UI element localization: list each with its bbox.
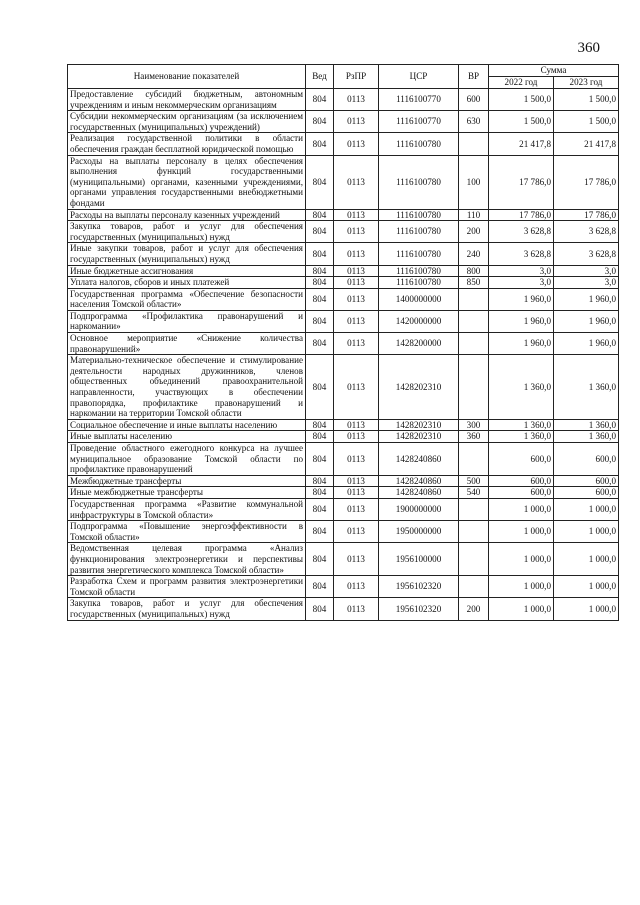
row-vr: 240 — [459, 243, 489, 265]
row-amount-2023: 1 360,0 — [554, 431, 619, 443]
row-amount-2022: 1 360,0 — [489, 431, 554, 443]
row-vr — [459, 355, 489, 420]
row-csr: 1116100780 — [379, 265, 459, 277]
row-ved: 804 — [306, 543, 334, 576]
row-rzpr: 0113 — [334, 89, 379, 111]
row-amount-2022: 1 960,0 — [489, 288, 554, 310]
table-row — [68, 576, 619, 598]
row-amount-2023: 1 360,0 — [554, 419, 619, 431]
row-amount-2023: 1 960,0 — [554, 333, 619, 355]
row-name: Ведомственная целевая программа «Анализ функционирования электроэнергетики и перспективы развития энергетического комплекса Томской области» — [68, 543, 306, 576]
table-row — [68, 155, 619, 209]
row-rzpr: 0113 — [334, 243, 379, 265]
header-sum: Сумма — [489, 65, 619, 77]
row-csr: 1956100000 — [379, 543, 459, 576]
header-vr: ВР — [459, 65, 489, 89]
row-csr: 1428200000 — [379, 333, 459, 355]
row-ved: 804 — [306, 498, 334, 520]
row-amount-2023: 1 000,0 — [554, 576, 619, 598]
row-vr — [459, 288, 489, 310]
row-csr: 1428202310 — [379, 431, 459, 443]
row-name: Иные межбюджетные трансферты — [68, 487, 306, 499]
row-vr — [459, 498, 489, 520]
row-name: Социальное обеспечение и иные выплаты населению — [68, 419, 306, 431]
row-vr — [459, 521, 489, 543]
row-ved: 804 — [306, 431, 334, 443]
row-csr: 1428240860 — [379, 475, 459, 487]
table-row — [68, 288, 619, 310]
row-csr: 1950000000 — [379, 521, 459, 543]
row-name: Подпрограмма «Повышение энергоэффективности в Томской области» — [68, 521, 306, 543]
row-name: Иные выплаты населению — [68, 431, 306, 443]
row-vr: 360 — [459, 431, 489, 443]
row-ved: 804 — [306, 277, 334, 289]
row-name: Иные бюджетные ассигнования — [68, 265, 306, 277]
row-rzpr: 0113 — [334, 288, 379, 310]
row-amount-2022: 1 960,0 — [489, 333, 554, 355]
row-amount-2023: 600,0 — [554, 475, 619, 487]
row-rzpr: 0113 — [334, 598, 379, 620]
row-name: Государственная программа «Развитие коммунальной инфраструктуры в Томской области» — [68, 498, 306, 520]
row-csr: 1900000000 — [379, 498, 459, 520]
row-csr: 1428202310 — [379, 355, 459, 420]
row-vr: 300 — [459, 419, 489, 431]
table-row — [68, 111, 619, 133]
row-amount-2023: 1 000,0 — [554, 543, 619, 576]
row-csr: 1116100780 — [379, 133, 459, 155]
table-row — [68, 89, 619, 111]
header-rzpr: РзПР — [334, 65, 379, 89]
row-csr: 1428240860 — [379, 443, 459, 476]
header-year-2022: 2022 год — [489, 77, 554, 89]
row-csr: 1428202310 — [379, 419, 459, 431]
table-row — [68, 431, 619, 443]
row-amount-2023: 600,0 — [554, 443, 619, 476]
row-name: Расходы на выплаты персоналу казенных учреждений — [68, 209, 306, 221]
row-name: Проведение областного ежегодного конкурса на лучшее муниципальное образование Томской области по профилактике правонарушений — [68, 443, 306, 476]
table-row — [68, 221, 619, 243]
header-csr: ЦСР — [379, 65, 459, 89]
row-amount-2023: 3,0 — [554, 265, 619, 277]
row-ved: 804 — [306, 310, 334, 332]
row-rzpr: 0113 — [334, 155, 379, 209]
row-amount-2022: 1 500,0 — [489, 111, 554, 133]
row-name: Закупка товаров, работ и услуг для обеспечения государственных (муниципальных) нужд — [68, 598, 306, 620]
row-vr: 540 — [459, 487, 489, 499]
row-vr: 100 — [459, 155, 489, 209]
row-amount-2022: 17 786,0 — [489, 155, 554, 209]
row-amount-2023: 1 360,0 — [554, 355, 619, 420]
row-vr: 850 — [459, 277, 489, 289]
row-ved: 804 — [306, 598, 334, 620]
row-amount-2023: 600,0 — [554, 487, 619, 499]
row-amount-2023: 1 000,0 — [554, 521, 619, 543]
row-ved: 804 — [306, 155, 334, 209]
row-vr — [459, 133, 489, 155]
row-name: Субсидии некоммерческим организациям (за исключением государственных (муниципальных) учреждений) — [68, 111, 306, 133]
row-csr: 1116100780 — [379, 155, 459, 209]
row-ved: 804 — [306, 111, 334, 133]
row-name: Расходы на выплаты персоналу в целях обеспечения выполнения функций государственными (муниципальными) органами, казенными учреждениями, органами управления государственными внебюджетными фондами — [68, 155, 306, 209]
row-amount-2022: 600,0 — [489, 487, 554, 499]
row-name: Межбюджетные трансферты — [68, 475, 306, 487]
header-name: Наименование показателей — [68, 65, 306, 89]
budget-table — [67, 64, 619, 621]
page-number: 360 — [577, 40, 600, 56]
table-row — [68, 598, 619, 620]
table-row — [68, 443, 619, 476]
row-csr: 1428240860 — [379, 487, 459, 499]
table-row — [68, 265, 619, 277]
row-csr: 1956102320 — [379, 598, 459, 620]
row-ved: 804 — [306, 89, 334, 111]
table-row — [68, 209, 619, 221]
row-csr: 1420000000 — [379, 310, 459, 332]
row-vr — [459, 443, 489, 476]
row-csr: 1116100780 — [379, 243, 459, 265]
row-amount-2023: 17 786,0 — [554, 155, 619, 209]
row-amount-2022: 1 000,0 — [489, 543, 554, 576]
header-year-2023: 2023 год — [554, 77, 619, 89]
row-ved: 804 — [306, 419, 334, 431]
row-rzpr: 0113 — [334, 355, 379, 420]
row-amount-2023: 21 417,8 — [554, 133, 619, 155]
row-amount-2022: 1 000,0 — [489, 576, 554, 598]
row-csr: 1116100770 — [379, 111, 459, 133]
row-rzpr: 0113 — [334, 443, 379, 476]
table-row — [68, 543, 619, 576]
row-vr — [459, 543, 489, 576]
row-amount-2022: 3 628,8 — [489, 243, 554, 265]
row-amount-2022: 1 500,0 — [489, 89, 554, 111]
row-amount-2023: 3,0 — [554, 277, 619, 289]
row-rzpr: 0113 — [334, 221, 379, 243]
row-amount-2023: 3 628,8 — [554, 221, 619, 243]
row-vr: 200 — [459, 598, 489, 620]
row-ved: 804 — [306, 209, 334, 221]
row-name: Материально-техническое обеспечение и стимулирование деятельности народных дружинников, членов общественных объединений правоохранительной направленности, участвующих в обеспечении правопорядка, профилактике правонарушений и наркомании на территории Томской области — [68, 355, 306, 420]
row-ved: 804 — [306, 243, 334, 265]
row-amount-2023: 3 628,8 — [554, 243, 619, 265]
row-ved: 804 — [306, 265, 334, 277]
row-ved: 804 — [306, 521, 334, 543]
table-row — [68, 419, 619, 431]
row-amount-2022: 1 000,0 — [489, 498, 554, 520]
table-row — [68, 310, 619, 332]
table-row — [68, 498, 619, 520]
row-csr: 1116100780 — [379, 209, 459, 221]
row-amount-2022: 3 628,8 — [489, 221, 554, 243]
row-vr: 800 — [459, 265, 489, 277]
row-csr: 1116100770 — [379, 89, 459, 111]
row-vr — [459, 576, 489, 598]
row-rzpr: 0113 — [334, 521, 379, 543]
row-name: Государственная программа «Обеспечение безопасности населения Томской области» — [68, 288, 306, 310]
row-vr: 500 — [459, 475, 489, 487]
header-row — [68, 65, 619, 77]
row-rzpr: 0113 — [334, 576, 379, 598]
row-amount-2023: 1 000,0 — [554, 498, 619, 520]
row-vr: 200 — [459, 221, 489, 243]
row-name: Реализация государственной политики в области обеспечения граждан бесплатной юридической помощью — [68, 133, 306, 155]
row-name: Закупка товаров, работ и услуг для обеспечения государственных (муниципальных) нужд — [68, 221, 306, 243]
row-amount-2022: 600,0 — [489, 475, 554, 487]
header-ved: Вед — [306, 65, 334, 89]
row-amount-2023: 1 000,0 — [554, 598, 619, 620]
row-amount-2022: 21 417,8 — [489, 133, 554, 155]
row-ved: 804 — [306, 221, 334, 243]
row-csr: 1116100780 — [379, 221, 459, 243]
row-name: Предоставление субсидий бюджетным, автономным учреждениям и иным некоммерческим организациям — [68, 89, 306, 111]
row-name: Основное мероприятие «Снижение количества правонарушений» — [68, 333, 306, 355]
table-row — [68, 243, 619, 265]
row-vr: 110 — [459, 209, 489, 221]
row-amount-2023: 17 786,0 — [554, 209, 619, 221]
row-csr: 1116100780 — [379, 277, 459, 289]
table-row — [68, 487, 619, 499]
row-rzpr: 0113 — [334, 133, 379, 155]
row-amount-2022: 1 000,0 — [489, 598, 554, 620]
row-amount-2023: 1 500,0 — [554, 89, 619, 111]
row-amount-2022: 17 786,0 — [489, 209, 554, 221]
row-name: Уплата налогов, сборов и иных платежей — [68, 277, 306, 289]
row-amount-2022: 600,0 — [489, 443, 554, 476]
table-row — [68, 277, 619, 289]
row-rzpr: 0113 — [334, 277, 379, 289]
row-csr: 1956102320 — [379, 576, 459, 598]
row-amount-2022: 3,0 — [489, 277, 554, 289]
row-amount-2023: 1 960,0 — [554, 310, 619, 332]
row-ved: 804 — [306, 487, 334, 499]
row-vr — [459, 310, 489, 332]
table-row — [68, 133, 619, 155]
table-row — [68, 475, 619, 487]
row-ved: 804 — [306, 475, 334, 487]
row-amount-2023: 1 960,0 — [554, 288, 619, 310]
row-amount-2022: 1 960,0 — [489, 310, 554, 332]
row-name: Разработка Схем и программ развития электроэнергетики Томской области — [68, 576, 306, 598]
row-ved: 804 — [306, 443, 334, 476]
row-amount-2023: 1 500,0 — [554, 111, 619, 133]
row-rzpr: 0113 — [334, 498, 379, 520]
row-rzpr: 0113 — [334, 543, 379, 576]
row-amount-2022: 1 360,0 — [489, 419, 554, 431]
row-ved: 804 — [306, 576, 334, 598]
row-amount-2022: 1 000,0 — [489, 521, 554, 543]
row-ved: 804 — [306, 333, 334, 355]
row-vr — [459, 333, 489, 355]
row-rzpr: 0113 — [334, 475, 379, 487]
row-rzpr: 0113 — [334, 419, 379, 431]
row-vr: 630 — [459, 111, 489, 133]
row-ved: 804 — [306, 133, 334, 155]
row-rzpr: 0113 — [334, 209, 379, 221]
table-row — [68, 521, 619, 543]
row-rzpr: 0113 — [334, 310, 379, 332]
row-name: Иные закупки товаров, работ и услуг для обеспечения государственных (муниципальных) нужд — [68, 243, 306, 265]
table-row — [68, 355, 619, 420]
table-row — [68, 333, 619, 355]
row-ved: 804 — [306, 355, 334, 420]
row-rzpr: 0113 — [334, 265, 379, 277]
row-csr: 1400000000 — [379, 288, 459, 310]
row-vr: 600 — [459, 89, 489, 111]
row-amount-2022: 1 360,0 — [489, 355, 554, 420]
row-name: Подпрограмма «Профилактика правонарушений и наркомании» — [68, 310, 306, 332]
row-rzpr: 0113 — [334, 487, 379, 499]
row-ved: 804 — [306, 288, 334, 310]
row-amount-2022: 3,0 — [489, 265, 554, 277]
row-rzpr: 0113 — [334, 333, 379, 355]
row-rzpr: 0113 — [334, 111, 379, 133]
row-rzpr: 0113 — [334, 431, 379, 443]
